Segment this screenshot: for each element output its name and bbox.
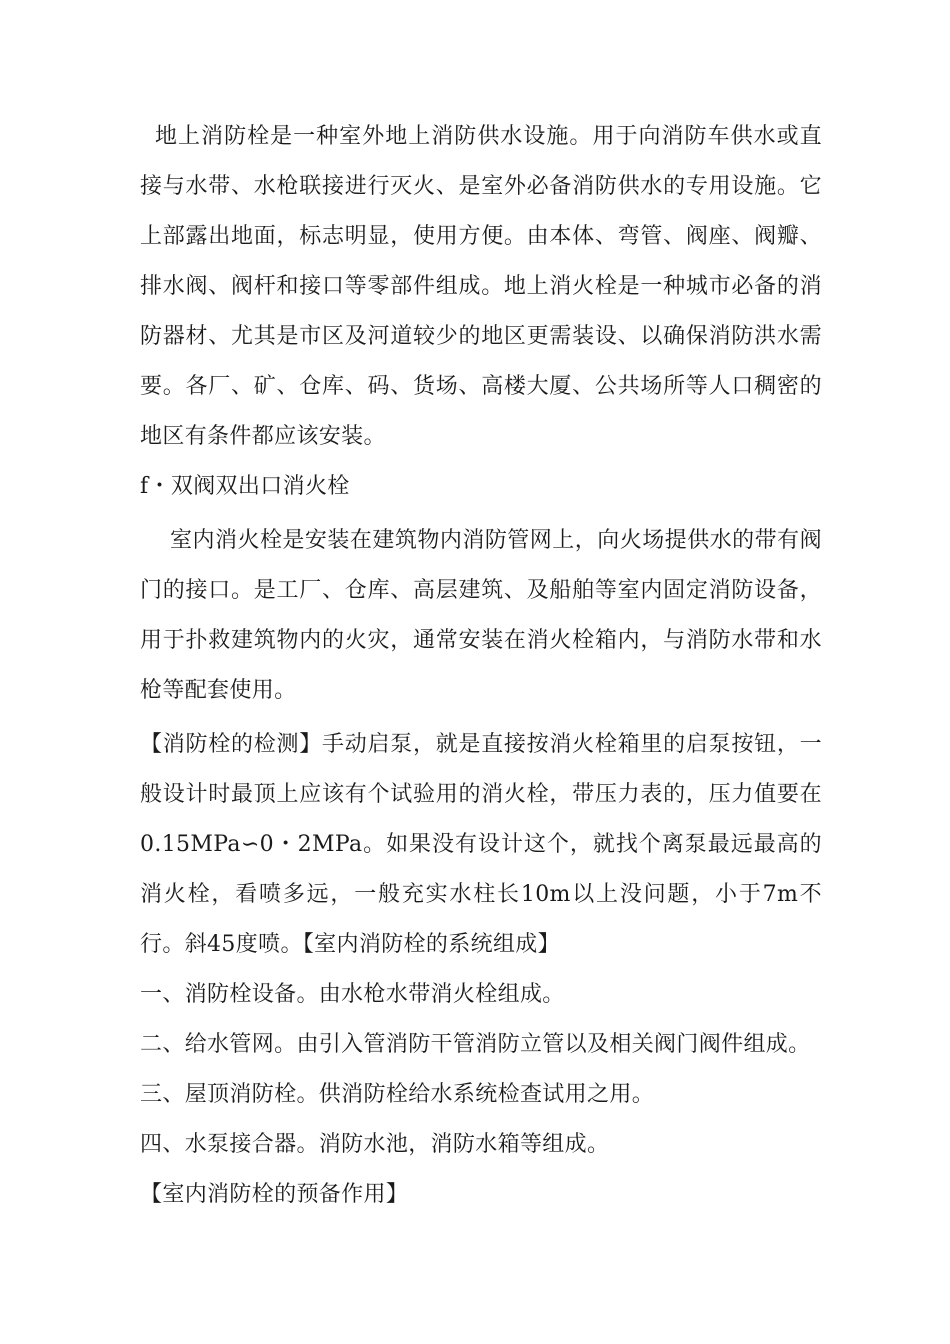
- paragraph-indoor-hydrant: 室内消火栓是安装在建筑物内消防管网上，向火场提供水的带有阀门的接口。是工厂、仓库、高层建筑、及船舶等室内固定消防设备，用于扑救建筑物内的火灾，通常安装在消火栓箱内，与消防水带和水枪等配套使用。: [140, 528, 822, 703]
- heading-indoor-hydrant-backup-role: 【室内消防栓的预备作用】: [140, 1182, 409, 1207]
- heading-double-valve-hydrant: f・双阀双出口消火栓: [140, 474, 350, 499]
- list-item-roof-hydrant: 三、屋顶消防栓。供消防栓给水系统检查试用之用。: [140, 1082, 655, 1107]
- list-item-hydrant-equipment: 一、消防栓设备。由水枪水带消火栓组成。: [140, 982, 565, 1007]
- list-item-pump-adapter: 四、水泵接合器。消防水池，消防水箱等组成。: [140, 1132, 610, 1157]
- list-item-water-pipe-network: 二、给水管网。由引入管消防干管消防立管以及相关阀门阀件组成。: [140, 1032, 811, 1057]
- paragraph-outdoor-hydrant: 地上消防栓是一种室外地上消防供水设施。用于向消防车供水或直接与水带、水枪联接进行灭火、是室外必备消防供水的专用设施。它上部露出地面，标志明显，使用方便。由本体、弯管、阀座、阀瓣、排水阀、阀杆和接口等零部件组成。地上消火栓是一种城市必备的消防器材、尤其是市区及河道较少的地区更需装设、以确保消防洪水需要。各厂、矿、仓库、码、货场、高楼大厦、公共场所等人口稠密的地区有条件都应该安装。: [140, 124, 822, 449]
- document-body: [140, 112, 822, 1220]
- paragraph-hydrant-testing: 【消防栓的检测】手动启泵，就是直接按消火栓箱里的启泵按钮，一般设计时最顶上应该有个试验用的消火栓，带压力表的，压力值要在0.15MPa∽0・2MPa。如果没有设计这个，就找个离泵最远最高的消火栓，看喷多远，一般充实水柱长10m以上没问题，小于7m不行。斜45度喷。【室内消防栓的系统组成】: [140, 732, 822, 957]
